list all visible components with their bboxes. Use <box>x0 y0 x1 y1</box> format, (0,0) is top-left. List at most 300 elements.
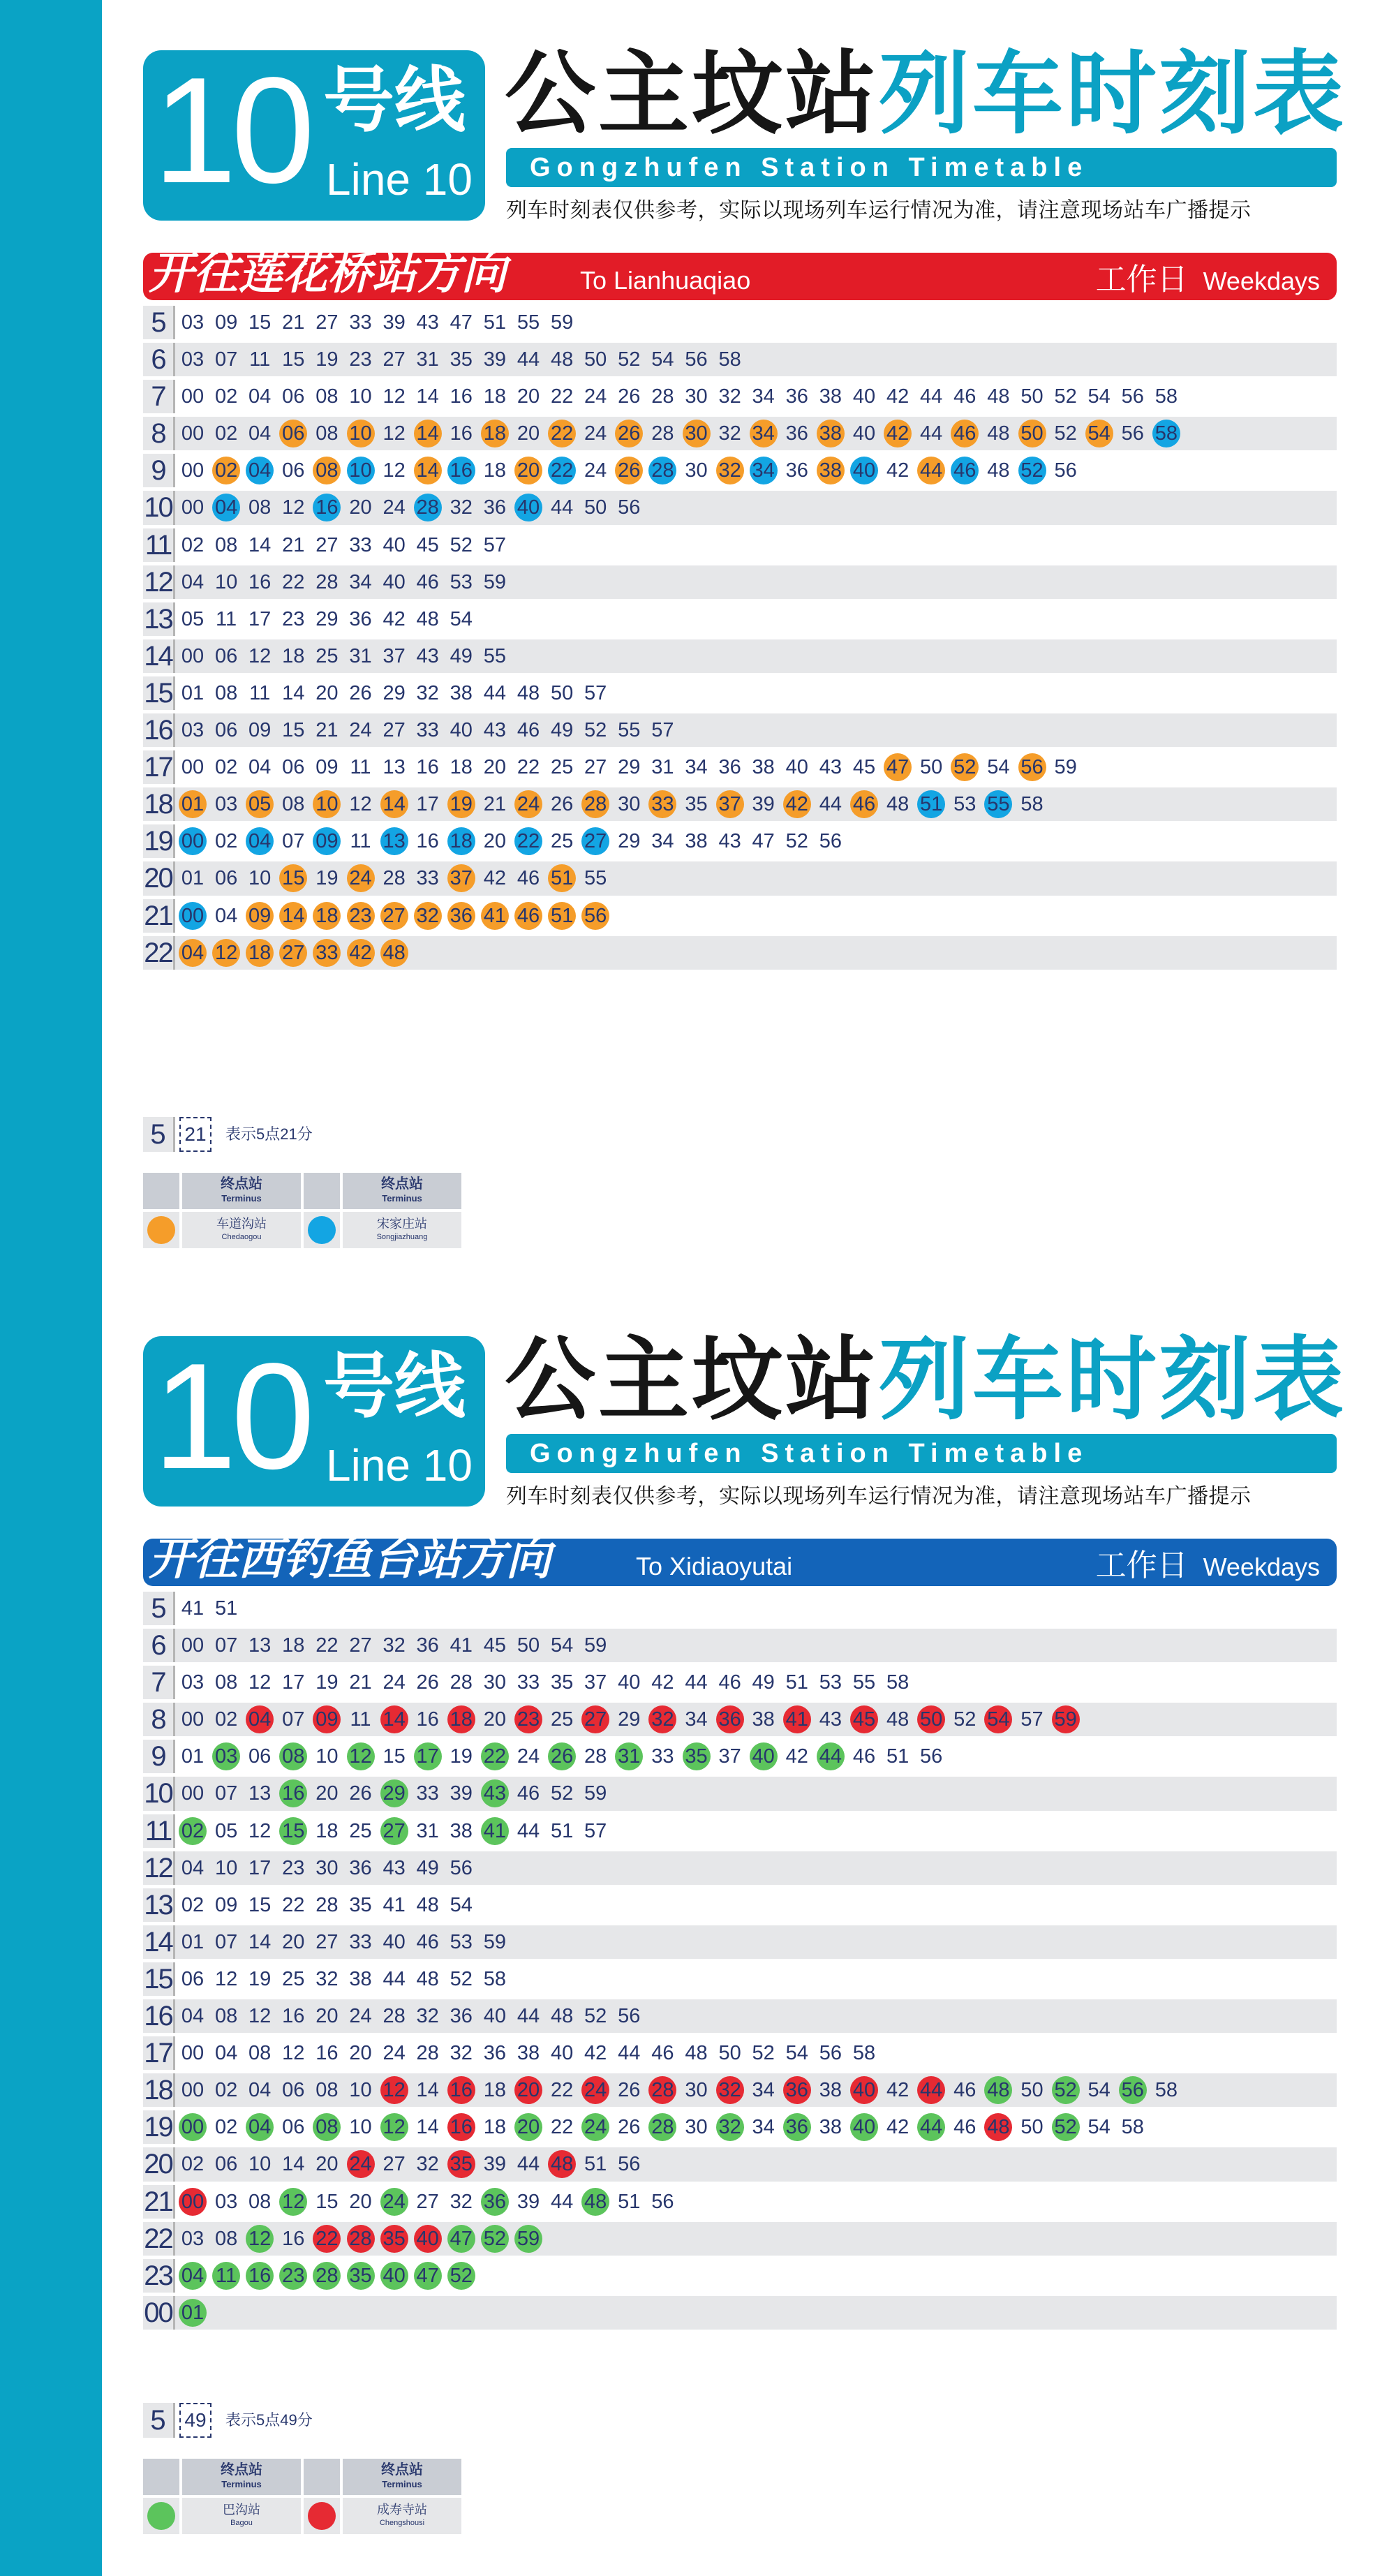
minute-cell: 29 <box>618 1708 641 1731</box>
minute-cell: 06 <box>282 385 305 408</box>
minute-cell: 54 <box>1087 2116 1111 2139</box>
hour-cell: 20 <box>143 2147 175 2181</box>
minute-cell-terminus-marked: 38 <box>817 420 845 447</box>
minute-cell: 12 <box>282 2042 305 2065</box>
minute-cell: 27 <box>383 719 406 742</box>
table-row <box>143 824 1337 858</box>
minute-cell-terminus-marked: 15 <box>279 864 307 892</box>
page-title <box>505 42 1346 145</box>
hour-cell: 19 <box>143 824 175 858</box>
minute-cell: 44 <box>618 2042 641 2065</box>
minute-cell: 35 <box>685 793 708 816</box>
minute-cell: 06 <box>214 2153 238 2176</box>
minute-cell-terminus-marked: 14 <box>380 1705 408 1733</box>
title-timetable: 列车时刻表 <box>879 1326 1347 1433</box>
minute-cell: 12 <box>214 1967 238 1990</box>
minute-cell: 15 <box>383 1745 406 1768</box>
minute-cell: 24 <box>383 2042 406 2065</box>
minute-cell-terminus-marked: 37 <box>716 790 744 818</box>
minute-cell: 22 <box>282 1893 305 1916</box>
minute-cell: 11 <box>350 1708 371 1731</box>
hour-cell: 12 <box>143 1851 175 1885</box>
hour-cell: 8 <box>143 1703 175 1736</box>
minute-cell-terminus-marked: 54 <box>1085 420 1113 447</box>
minute-cell: 06 <box>248 1745 272 1768</box>
minute-cell: 39 <box>752 793 775 816</box>
minute-cell: 18 <box>282 644 305 667</box>
minute-cell: 22 <box>550 2116 574 2139</box>
minute-cell-terminus-marked: 09 <box>246 902 274 930</box>
minute-cell-terminus-marked: 51 <box>548 902 576 930</box>
minute-cell: 12 <box>383 459 406 482</box>
legend-header-blank <box>143 2459 179 2495</box>
minute-cell: 06 <box>282 459 305 482</box>
minute-cell-terminus-marked: 16 <box>447 2113 475 2141</box>
example-note: 表示5点21分 <box>225 1125 313 1143</box>
legend-header-en: Terminus <box>221 2479 262 2489</box>
minute-cell: 00 <box>181 756 205 779</box>
minute-cell: 48 <box>987 422 1010 445</box>
minute-cell-terminus-marked: 47 <box>884 753 912 781</box>
minute-cell: 48 <box>886 793 909 816</box>
minute-cell: 01 <box>181 681 205 704</box>
hour-cell: 6 <box>143 1629 175 1662</box>
table-row <box>143 2036 1337 2070</box>
legend-swatch <box>304 2498 340 2534</box>
minute-cell-terminus-marked: 42 <box>347 939 375 967</box>
minute-cell: 28 <box>383 2005 406 2028</box>
minute-cell: 15 <box>248 1893 272 1916</box>
minute-cell: 12 <box>248 644 272 667</box>
minute-cell: 08 <box>315 422 339 445</box>
minute-cell-terminus-marked: 40 <box>414 2225 442 2253</box>
minute-cell-terminus-marked: 16 <box>447 2076 475 2104</box>
minute-cell-terminus-marked: 03 <box>212 1742 240 1770</box>
table-row <box>143 2222 1337 2256</box>
minute-cell: 08 <box>315 385 339 408</box>
minute-cell-terminus-marked: 44 <box>917 2076 945 2104</box>
minute-cell: 03 <box>181 1671 205 1694</box>
minute-cell: 16 <box>416 756 439 779</box>
minute-cell: 39 <box>483 348 507 371</box>
minute-cell-terminus-marked: 18 <box>246 939 274 967</box>
minute-cell-terminus-marked: 55 <box>984 790 1012 818</box>
minute-cell-terminus-marked: 56 <box>1018 753 1046 781</box>
minute-cell: 27 <box>584 756 607 779</box>
hour-cell: 20 <box>143 861 175 895</box>
hour-cell: 16 <box>143 713 175 747</box>
minute-cell-terminus-marked: 50 <box>917 1705 945 1733</box>
minute-cell: 20 <box>517 422 540 445</box>
minute-cell: 24 <box>517 1745 540 1768</box>
minute-cell: 11 <box>249 681 271 704</box>
minute-cell: 43 <box>483 719 507 742</box>
minute-cell-terminus-marked: 52 <box>447 2262 475 2290</box>
minute-cell-terminus-marked: 28 <box>648 457 676 484</box>
minute-cell: 52 <box>584 2005 607 2028</box>
minute-cell: 56 <box>618 2153 641 2176</box>
minute-cell: 14 <box>282 681 305 704</box>
minute-cell: 48 <box>886 1708 909 1731</box>
table-row <box>143 1703 1337 1736</box>
minute-cell: 52 <box>1054 385 1077 408</box>
table-row <box>143 713 1337 747</box>
minute-cell: 17 <box>248 607 272 630</box>
minute-cell-terminus-marked: 26 <box>548 1742 576 1770</box>
minute-cell-terminus-marked: 16 <box>279 1779 307 1807</box>
legend-terminus-cn: 巴沟站 <box>223 2503 260 2517</box>
minute-cell: 45 <box>416 533 439 556</box>
minute-cell: 38 <box>450 1819 473 1842</box>
minute-cell: 20 <box>517 385 540 408</box>
minute-cell: 48 <box>685 2042 708 2065</box>
minute-cell-terminus-marked: 24 <box>514 790 542 818</box>
minute-cell: 58 <box>1154 385 1178 408</box>
minute-cell: 33 <box>517 1671 540 1694</box>
minute-cell: 20 <box>315 2005 339 2028</box>
minute-cell: 30 <box>685 385 708 408</box>
minute-cell: 23 <box>282 1856 305 1879</box>
minute-cell-terminus-marked: 10 <box>347 420 375 447</box>
minute-cell-terminus-marked: 04 <box>212 494 240 521</box>
minute-cell: 29 <box>315 607 339 630</box>
minute-cell: 28 <box>315 1893 339 1916</box>
minute-cell: 21 <box>315 719 339 742</box>
minute-cell: 07 <box>214 348 238 371</box>
minute-cell: 36 <box>785 422 808 445</box>
minute-cell: 48 <box>987 385 1010 408</box>
minute-cell: 56 <box>1121 385 1144 408</box>
minute-cell: 03 <box>214 793 238 816</box>
line-number: 10 <box>153 45 310 214</box>
minute-cell: 16 <box>450 385 473 408</box>
minute-cell-terminus-marked: 09 <box>313 827 341 855</box>
minute-cell: 29 <box>618 756 641 779</box>
minute-cell: 44 <box>550 2190 574 2213</box>
minute-cell-terminus-marked: 36 <box>783 2113 811 2141</box>
legend-terminus <box>182 2498 301 2534</box>
minute-cell: 43 <box>383 1856 406 1879</box>
minute-cell: 31 <box>651 756 674 779</box>
minute-cell: 19 <box>315 1671 339 1694</box>
minute-cell-terminus-marked: 48 <box>380 939 408 967</box>
minute-cell: 57 <box>584 1819 607 1842</box>
minute-cell: 37 <box>383 644 406 667</box>
table-row <box>143 491 1337 524</box>
minute-cell: 24 <box>383 1671 406 1694</box>
minute-cell-terminus-marked: 12 <box>212 939 240 967</box>
minute-cell: 52 <box>953 1708 977 1731</box>
minute-cell: 39 <box>483 2153 507 2176</box>
minute-cell: 39 <box>383 311 406 334</box>
table-row <box>143 2296 1337 2330</box>
hour-cell: 10 <box>143 1777 175 1810</box>
minute-cell-terminus-marked: 34 <box>750 420 778 447</box>
minute-cell-terminus-marked: 40 <box>750 1742 778 1770</box>
minute-cell: 50 <box>584 348 607 371</box>
minute-cell: 32 <box>416 681 439 704</box>
minute-cell: 50 <box>1020 2079 1044 2102</box>
minute-cell: 10 <box>349 385 372 408</box>
minute-cell: 34 <box>752 2079 775 2102</box>
minute-cell: 42 <box>886 2079 909 2102</box>
table-row <box>143 676 1337 710</box>
minute-cell: 32 <box>450 2190 473 2213</box>
hour-cell: 00 <box>143 2296 175 2330</box>
minute-cell-terminus-marked: 52 <box>1052 2113 1080 2141</box>
minute-cell: 16 <box>315 2042 339 2065</box>
minute-cell-terminus-marked: 24 <box>581 2113 609 2141</box>
minute-cell: 15 <box>282 719 305 742</box>
hour-cell: 14 <box>143 639 175 673</box>
minute-cell: 41 <box>450 1634 473 1657</box>
minute-cell: 21 <box>349 1671 372 1694</box>
legend-header-blank <box>143 1173 179 1209</box>
minute-cell: 11 <box>249 348 271 371</box>
minute-cell-terminus-marked: 51 <box>917 790 945 818</box>
minute-cell: 42 <box>584 2042 607 2065</box>
minute-cell: 27 <box>416 2190 439 2213</box>
minute-cell: 54 <box>550 1634 574 1657</box>
hour-cell: 14 <box>143 1925 175 1959</box>
minute-cell-terminus-marked: 31 <box>615 1742 643 1770</box>
minute-cell: 51 <box>785 1671 808 1694</box>
minute-cell: 29 <box>618 830 641 853</box>
minute-cell: 20 <box>349 2190 372 2213</box>
minute-cell: 13 <box>383 756 406 779</box>
minute-cell: 25 <box>349 1819 372 1842</box>
minute-cell: 24 <box>584 422 607 445</box>
minute-cell-terminus-marked: 13 <box>380 827 408 855</box>
minute-cell-terminus-marked: 24 <box>347 2150 375 2178</box>
minute-cell: 58 <box>852 2042 876 2065</box>
minute-cell-terminus-marked: 32 <box>648 1705 676 1733</box>
service-day-cn: 工作日 <box>1095 1548 1188 1583</box>
minute-cell: 54 <box>450 1893 473 1916</box>
minute-cell: 52 <box>450 533 473 556</box>
minute-cell: 56 <box>651 2190 674 2213</box>
table-row <box>143 1629 1337 1662</box>
minute-cell: 04 <box>248 756 272 779</box>
minute-cell-terminus-marked: 32 <box>716 2076 744 2104</box>
minute-cell: 11 <box>350 830 371 853</box>
minute-cell-terminus-marked: 59 <box>1052 1705 1080 1733</box>
minute-cell: 03 <box>181 311 205 334</box>
minute-cell: 07 <box>282 830 305 853</box>
line-number: 10 <box>153 1331 310 1500</box>
minute-cell-terminus-marked: 19 <box>447 790 475 818</box>
title-station: 公主坟站 <box>505 40 879 147</box>
minute-cell: 43 <box>819 756 842 779</box>
minute-cell: 42 <box>886 385 909 408</box>
minute-cell: 32 <box>450 496 473 519</box>
minute-cell-terminus-marked: 33 <box>313 939 341 967</box>
hour-cell: 17 <box>143 2036 175 2070</box>
terminus-color-dot <box>308 2502 336 2530</box>
minute-cell: 08 <box>248 496 272 519</box>
minute-cell: 55 <box>852 1671 876 1694</box>
minute-cell-terminus-marked: 46 <box>850 790 878 818</box>
minute-cell: 22 <box>550 2079 574 2102</box>
minute-cell: 32 <box>315 1967 339 1990</box>
minute-cell: 52 <box>785 830 808 853</box>
table-row <box>143 750 1337 784</box>
minute-cell: 38 <box>819 2116 842 2139</box>
minute-cell: 40 <box>383 1930 406 1953</box>
minute-cell-terminus-marked: 47 <box>414 2262 442 2290</box>
minute-cell: 57 <box>651 719 674 742</box>
direction-bar <box>143 1534 1337 1586</box>
minute-cell-terminus-marked: 23 <box>514 1705 542 1733</box>
minute-cell: 59 <box>584 1782 607 1805</box>
table-row <box>143 1592 1337 1625</box>
minute-cell-terminus-marked: 26 <box>615 457 643 484</box>
minute-cell-terminus-marked: 12 <box>380 2113 408 2141</box>
terminus-legend <box>143 1173 463 1250</box>
minute-cell: 46 <box>953 2116 977 2139</box>
minute-cell: 59 <box>1054 756 1077 779</box>
direction-en: To Lianhuaqiao <box>580 266 751 295</box>
minute-cell: 40 <box>618 1671 641 1694</box>
minute-cell: 03 <box>181 348 205 371</box>
minute-cell-terminus-marked: 44 <box>917 457 945 484</box>
example-hour: 5 <box>143 1117 175 1152</box>
line-label-cn: 号线 <box>323 59 466 142</box>
minute-cell: 56 <box>819 830 842 853</box>
hour-cell: 18 <box>143 787 175 821</box>
minute-cell-terminus-marked: 09 <box>313 1705 341 1733</box>
notice-text: 列车时刻表仅供参考，实际以现场列车运行情况为准，请注意现场站车广播提示 <box>506 1484 1252 1509</box>
minute-cell: 43 <box>819 1708 842 1731</box>
minute-cell-terminus-marked: 10 <box>347 457 375 484</box>
minute-cell: 46 <box>718 1671 741 1694</box>
minute-cell: 36 <box>785 459 808 482</box>
minute-cell: 08 <box>248 2042 272 2065</box>
minute-cell-terminus-marked: 23 <box>347 902 375 930</box>
minute-cell: 09 <box>315 756 339 779</box>
minute-cell: 24 <box>349 2005 372 2028</box>
minute-cell-terminus-marked: 37 <box>447 864 475 892</box>
minute-cell: 38 <box>517 2042 540 2065</box>
minute-cell: 46 <box>852 1745 876 1768</box>
minute-cell: 22 <box>517 756 540 779</box>
minute-cell-terminus-marked: 52 <box>1052 2076 1080 2104</box>
minute-cell: 49 <box>450 644 473 667</box>
minute-cell: 24 <box>383 496 406 519</box>
minute-cell: 55 <box>517 311 540 334</box>
minute-cell: 27 <box>315 1930 339 1953</box>
minute-cell: 16 <box>416 1708 439 1731</box>
minute-cell: 48 <box>416 1967 439 1990</box>
minute-cell: 42 <box>785 1745 808 1768</box>
minute-cell: 56 <box>920 1745 943 1768</box>
minute-cell: 19 <box>315 867 339 890</box>
minute-cell-terminus-marked: 16 <box>447 457 475 484</box>
minute-cell: 12 <box>383 422 406 445</box>
minute-cell: 51 <box>483 311 507 334</box>
minute-cell: 50 <box>584 496 607 519</box>
minute-cell: 43 <box>416 311 439 334</box>
minute-cell: 54 <box>987 756 1010 779</box>
minute-cell-terminus-marked: 14 <box>279 902 307 930</box>
minute-cell: 14 <box>416 2079 439 2102</box>
minute-cell: 50 <box>718 2042 741 2065</box>
minute-cell: 14 <box>416 2116 439 2139</box>
minute-cell: 33 <box>349 1930 372 1953</box>
minute-cell: 46 <box>517 719 540 742</box>
minute-cell-terminus-marked: 28 <box>414 494 442 521</box>
minute-cell: 18 <box>483 2116 507 2139</box>
minute-cell-terminus-marked: 36 <box>481 2188 509 2216</box>
minute-cell: 36 <box>483 496 507 519</box>
minute-cell-terminus-marked: 24 <box>581 2076 609 2104</box>
minute-cell: 46 <box>517 1782 540 1805</box>
minute-cell: 38 <box>819 2079 842 2102</box>
minute-cell: 46 <box>517 867 540 890</box>
minute-cell-terminus-marked: 08 <box>313 2113 341 2141</box>
minute-cell: 27 <box>383 348 406 371</box>
minute-cell: 18 <box>483 2079 507 2102</box>
minute-cell: 53 <box>953 793 977 816</box>
line-badge <box>143 45 485 221</box>
minute-cell: 38 <box>752 1708 775 1731</box>
minute-cell: 38 <box>752 756 775 779</box>
minute-cell-terminus-marked: 36 <box>447 902 475 930</box>
minute-cell: 24 <box>584 459 607 482</box>
minute-cell: 50 <box>1020 2116 1044 2139</box>
minute-cell-terminus-marked: 24 <box>380 2188 408 2216</box>
minute-cell: 46 <box>953 385 977 408</box>
minute-cell: 12 <box>282 496 305 519</box>
minute-cell: 33 <box>416 867 439 890</box>
minute-cell-terminus-marked: 23 <box>279 2262 307 2290</box>
minute-cell: 32 <box>383 1634 406 1657</box>
minute-cell: 36 <box>349 607 372 630</box>
hour-cell: 5 <box>143 306 175 339</box>
minute-cell: 08 <box>282 793 305 816</box>
minute-cell: 12 <box>383 385 406 408</box>
hour-cell: 22 <box>143 936 175 970</box>
minute-cell: 06 <box>282 2079 305 2102</box>
title-timetable: 列车时刻表 <box>879 40 1347 147</box>
minute-cell: 52 <box>752 2042 775 2065</box>
minute-cell: 07 <box>282 1708 305 1731</box>
table-row <box>143 1888 1337 1922</box>
minute-cell: 11 <box>216 607 237 630</box>
service-day <box>1096 1548 1320 1585</box>
minute-cell: 00 <box>181 1782 205 1805</box>
minute-cell: 56 <box>450 1856 473 1879</box>
minute-cell: 33 <box>349 311 372 334</box>
minute-cell: 33 <box>416 719 439 742</box>
minute-cell: 13 <box>248 1634 272 1657</box>
minute-cell: 42 <box>886 2116 909 2139</box>
hour-cell: 12 <box>143 565 175 599</box>
table-row <box>143 380 1337 413</box>
minute-cell-terminus-marked: 44 <box>917 2113 945 2141</box>
minute-cell: 50 <box>920 756 943 779</box>
minute-cell: 35 <box>550 1671 574 1694</box>
minute-cell: 32 <box>718 385 741 408</box>
minute-cell: 23 <box>282 607 305 630</box>
minute-cell: 17 <box>248 1856 272 1879</box>
minute-cell: 00 <box>181 422 205 445</box>
table-row <box>143 2259 1337 2293</box>
minute-cell: 57 <box>584 681 607 704</box>
minute-cell: 40 <box>383 533 406 556</box>
minute-cell-terminus-marked: 42 <box>884 420 912 447</box>
minute-cell-terminus-marked: 28 <box>347 2225 375 2253</box>
